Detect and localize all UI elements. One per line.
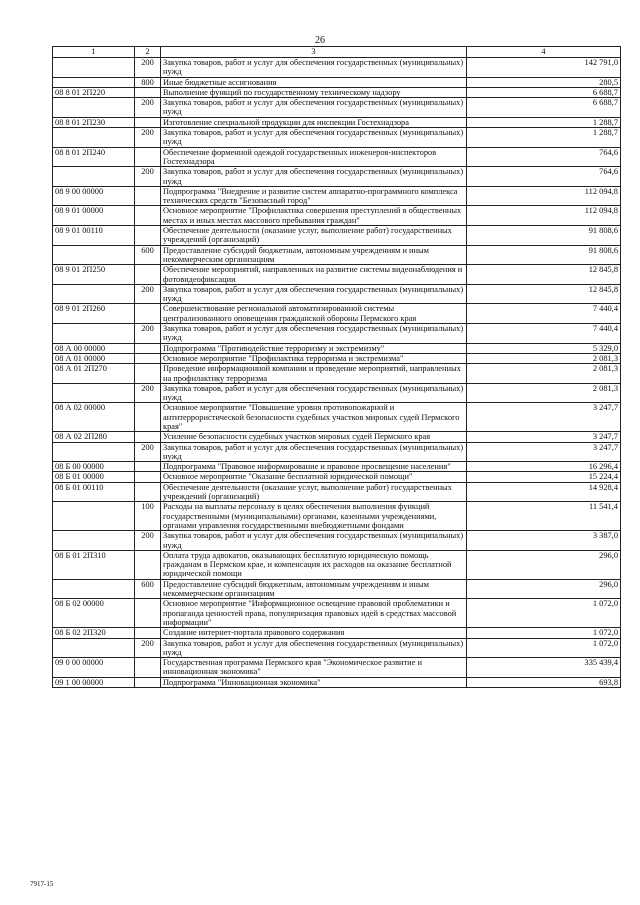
row-expense-type	[135, 226, 161, 246]
table-row	[53, 462, 621, 472]
row-code: 09 0 00 00000	[53, 658, 135, 678]
row-name: Проведение информационной компании и проведение мероприятий, направленных на профилактику терроризма	[161, 364, 467, 384]
row-code	[53, 128, 135, 148]
row-expense-type	[135, 658, 161, 678]
table-row	[53, 147, 621, 167]
row-code: 08 8 01 2П220	[53, 87, 135, 97]
row-name: Государственная программа Пермского края "Экономическое развитие и инновационная экономика"	[161, 658, 467, 678]
row-code	[53, 58, 135, 78]
row-code	[53, 638, 135, 658]
table-row	[53, 599, 621, 628]
row-amount: 280,5	[467, 77, 621, 87]
row-expense-type: 200	[135, 383, 161, 403]
row-name: Основное мероприятие "Повышение уровня противопожарной и антитеррористической безопасности судебных участков мировых судей Пермского края"	[161, 403, 467, 432]
row-name: Закупка товаров, работ и услуг для обеспечения государственных (муниципальных) нужд	[161, 638, 467, 658]
row-amount: 142 791,0	[467, 58, 621, 78]
row-name: Закупка товаров, работ и услуг для обеспечения государственных (муниципальных) нужд	[161, 58, 467, 78]
row-name: Основное мероприятие "Профилактика терроризма и экстремизма"	[161, 353, 467, 363]
row-amount: 91 808,6	[467, 226, 621, 246]
header-column-2: 2	[135, 47, 161, 58]
row-code	[53, 502, 135, 531]
table-row	[53, 442, 621, 462]
row-name: Иные бюджетные ассигнования	[161, 77, 467, 87]
table-row	[53, 117, 621, 127]
row-code: 08 Б 02 2П320	[53, 628, 135, 638]
row-name: Обеспечение форменной одеждой государственных инженеров-инспекторов Гостехнадзора	[161, 147, 467, 167]
row-code: 08 А 02 2П280	[53, 432, 135, 442]
row-expense-type: 200	[135, 442, 161, 462]
row-amount: 1 288,7	[467, 117, 621, 127]
row-name: Предоставление субсидий бюджетным, автономным учреждениям и иным некоммерческим организациям	[161, 245, 467, 265]
table-row	[53, 531, 621, 551]
row-expense-type: 800	[135, 77, 161, 87]
row-expense-type	[135, 364, 161, 384]
budget-table	[52, 46, 621, 688]
row-amount: 693,8	[467, 677, 621, 687]
table-row	[53, 167, 621, 187]
header-column-4: 4	[467, 47, 621, 58]
table-row	[53, 206, 621, 226]
table-row	[53, 226, 621, 246]
row-code: 08 8 01 2П230	[53, 117, 135, 127]
row-amount: 1 288,7	[467, 128, 621, 148]
row-amount: 335 439,4	[467, 658, 621, 678]
row-amount: 2 081,3	[467, 353, 621, 363]
row-expense-type: 200	[135, 324, 161, 344]
row-expense-type	[135, 462, 161, 472]
table-row	[53, 579, 621, 599]
row-name: Закупка товаров, работ и услуг для обеспечения государственных (муниципальных) нужд	[161, 531, 467, 551]
row-expense-type	[135, 599, 161, 628]
table-row	[53, 186, 621, 206]
row-expense-type: 200	[135, 167, 161, 187]
row-amount: 764,6	[467, 167, 621, 187]
row-amount: 1 072,0	[467, 599, 621, 628]
row-code: 08 Б 00 00000	[53, 462, 135, 472]
row-name: Закупка товаров, работ и услуг для обеспечения государственных (муниципальных) нужд	[161, 383, 467, 403]
row-name: Закупка товаров, работ и услуг для обеспечения государственных (муниципальных) нужд	[161, 324, 467, 344]
row-name: Закупка товаров, работ и услуг для обеспечения государственных (муниципальных) нужд	[161, 167, 467, 187]
row-amount: 2 081,3	[467, 383, 621, 403]
table-row	[53, 638, 621, 658]
row-amount: 14 928,4	[467, 482, 621, 502]
row-expense-type	[135, 628, 161, 638]
row-name: Предоставление субсидий бюджетным, автономным учреждениям и иным некоммерческим организациям	[161, 579, 467, 599]
row-amount: 6 688,7	[467, 87, 621, 97]
row-code	[53, 324, 135, 344]
row-name: Обеспечение деятельности (оказание услуг, выполнение работ) государственных учреждений (организаций)	[161, 226, 467, 246]
row-code	[53, 245, 135, 265]
table-row	[53, 128, 621, 148]
table-row	[53, 304, 621, 324]
row-name: Подпрограмма "Противодействие терроризму и экстремизму"	[161, 343, 467, 353]
table-row	[53, 502, 621, 531]
row-name: Закупка товаров, работ и услуг для обеспечения государственных (муниципальных) нужд	[161, 284, 467, 304]
row-name: Основное мероприятие "Информационное освещение правовой проблематики и пропаганда ценностей права, популяризация правовых идей в средствах массовой информации"	[161, 599, 467, 628]
row-expense-type	[135, 550, 161, 579]
table-row	[53, 658, 621, 678]
table-row	[53, 677, 621, 687]
row-code	[53, 77, 135, 87]
table-row	[53, 550, 621, 579]
table-row	[53, 343, 621, 353]
table-row	[53, 245, 621, 265]
row-expense-type: 600	[135, 245, 161, 265]
row-name: Обеспечение мероприятий, направленных на развитие системы видеонаблюдения и фотовидеофиксации	[161, 265, 467, 285]
row-expense-type	[135, 265, 161, 285]
row-code: 08 Б 01 00110	[53, 482, 135, 502]
row-expense-type: 200	[135, 284, 161, 304]
row-code: 08 Б 02 00000	[53, 599, 135, 628]
row-name: Обеспечение деятельности (оказание услуг, выполнение работ) государственных учреждений (организаций)	[161, 482, 467, 502]
row-expense-type	[135, 117, 161, 127]
table-row	[53, 472, 621, 482]
row-amount: 2 081,3	[467, 364, 621, 384]
table-row	[53, 77, 621, 87]
row-amount: 112 094,8	[467, 206, 621, 226]
table-row	[53, 98, 621, 118]
row-expense-type: 200	[135, 638, 161, 658]
table-row	[53, 284, 621, 304]
row-expense-type	[135, 432, 161, 442]
row-amount: 296,0	[467, 550, 621, 579]
row-code: 08 9 00 00000	[53, 186, 135, 206]
row-code: 08 А 01 2П270	[53, 364, 135, 384]
row-amount: 7 440,4	[467, 304, 621, 324]
row-amount: 15 224,4	[467, 472, 621, 482]
row-expense-type	[135, 186, 161, 206]
row-amount: 7 440,4	[467, 324, 621, 344]
row-amount: 91 808,6	[467, 245, 621, 265]
table-row	[53, 628, 621, 638]
row-expense-type: 200	[135, 98, 161, 118]
row-amount: 1 072,0	[467, 628, 621, 638]
row-amount: 3 247,7	[467, 403, 621, 432]
row-amount: 296,0	[467, 579, 621, 599]
table-row	[53, 364, 621, 384]
row-name: Основное мероприятие "Оказание бесплатной юридической помощи"	[161, 472, 467, 482]
row-code	[53, 284, 135, 304]
row-name: Усиление безопасности судебных участков мировых судей Пермского края	[161, 432, 467, 442]
row-code: 08 А 00 00000	[53, 343, 135, 353]
table-body	[53, 58, 621, 688]
row-expense-type: 200	[135, 531, 161, 551]
row-amount: 3 387,0	[467, 531, 621, 551]
row-code	[53, 442, 135, 462]
row-name: Совершенствование региональной автоматизированной системы централизованного оповещения гражданской обороны Пермского края	[161, 304, 467, 324]
row-name: Подпрограмма "Инновационная экономика"	[161, 677, 467, 687]
row-amount: 6 688,7	[467, 98, 621, 118]
row-expense-type	[135, 482, 161, 502]
row-code: 08 9 01 2П260	[53, 304, 135, 324]
row-expense-type	[135, 403, 161, 432]
table-row	[53, 324, 621, 344]
row-expense-type: 600	[135, 579, 161, 599]
table-row	[53, 383, 621, 403]
row-code	[53, 579, 135, 599]
row-amount: 11 541,4	[467, 502, 621, 531]
row-name: Закупка товаров, работ и услуг для обеспечения государственных (муниципальных) нужд	[161, 128, 467, 148]
table-row	[53, 403, 621, 432]
table-row	[53, 432, 621, 442]
header-column-1: 1	[53, 47, 135, 58]
row-name: Создание интернет-портала правового содержания	[161, 628, 467, 638]
row-amount: 1 072,0	[467, 638, 621, 658]
row-code: 09 1 00 00000	[53, 677, 135, 687]
row-amount: 12 845,8	[467, 284, 621, 304]
row-amount: 3 247,7	[467, 432, 621, 442]
table-row	[53, 58, 621, 78]
row-expense-type	[135, 147, 161, 167]
document-mark: 7917-15	[30, 880, 54, 888]
row-expense-type	[135, 87, 161, 97]
row-amount: 12 845,8	[467, 265, 621, 285]
row-name: Закупка товаров, работ и услуг для обеспечения государственных (муниципальных) нужд	[161, 98, 467, 118]
row-name: Расходы на выплаты персоналу в целях обеспечения выполнения функций государственными (муниципальными) органами, казенными учреждениями, органами управления государственными внебюджетными фондами	[161, 502, 467, 531]
row-expense-type	[135, 472, 161, 482]
row-code	[53, 383, 135, 403]
row-expense-type: 100	[135, 502, 161, 531]
table-row	[53, 87, 621, 97]
row-code	[53, 531, 135, 551]
row-name: Выполнение функций по государственному техническому надзору	[161, 87, 467, 97]
table-row	[53, 482, 621, 502]
row-expense-type	[135, 304, 161, 324]
row-code: 08 А 02 00000	[53, 403, 135, 432]
row-code: 08 9 01 00110	[53, 226, 135, 246]
row-name: Подпрограмма "Внедрение и развитие систем аппаратно-программного комплекса технических средств "Безопасный город"	[161, 186, 467, 206]
header-column-3: 3	[161, 47, 467, 58]
row-code	[53, 98, 135, 118]
row-expense-type	[135, 343, 161, 353]
row-code	[53, 167, 135, 187]
row-name: Подпрограмма "Правовое информирование и правовое просвещение населения"	[161, 462, 467, 472]
row-name: Закупка товаров, работ и услуг для обеспечения государственных (муниципальных) нужд	[161, 442, 467, 462]
row-amount: 112 094,8	[467, 186, 621, 206]
row-name: Основное мероприятие "Профилактика совершения преступлений в общественных местах и иных местах массового пребывания граждан"	[161, 206, 467, 226]
row-name: Оплата труда адвокатов, оказывающих бесплатную юридическую помощь гражданам в Пермском крае, и компенсация их расходов на оказание бесплатной юридической помощи	[161, 550, 467, 579]
row-expense-type	[135, 206, 161, 226]
table-row	[53, 353, 621, 363]
row-amount: 16 296,4	[467, 462, 621, 472]
row-code: 08 9 01 2П250	[53, 265, 135, 285]
table-header-row	[53, 47, 621, 58]
row-amount: 3 247,7	[467, 442, 621, 462]
row-code: 08 Б 01 2П310	[53, 550, 135, 579]
row-amount: 5 329,0	[467, 343, 621, 353]
row-code: 08 Б 01 00000	[53, 472, 135, 482]
table-row	[53, 265, 621, 285]
row-expense-type	[135, 353, 161, 363]
page-number: 26	[315, 35, 325, 46]
row-code: 08 А 01 00000	[53, 353, 135, 363]
row-expense-type: 200	[135, 128, 161, 148]
row-amount: 764,6	[467, 147, 621, 167]
row-expense-type: 200	[135, 58, 161, 78]
row-code: 08 9 01 00000	[53, 206, 135, 226]
row-expense-type	[135, 677, 161, 687]
row-code: 08 8 01 2П240	[53, 147, 135, 167]
row-name: Изготовление специальной продукции для инспекции Гостехнадзора	[161, 117, 467, 127]
